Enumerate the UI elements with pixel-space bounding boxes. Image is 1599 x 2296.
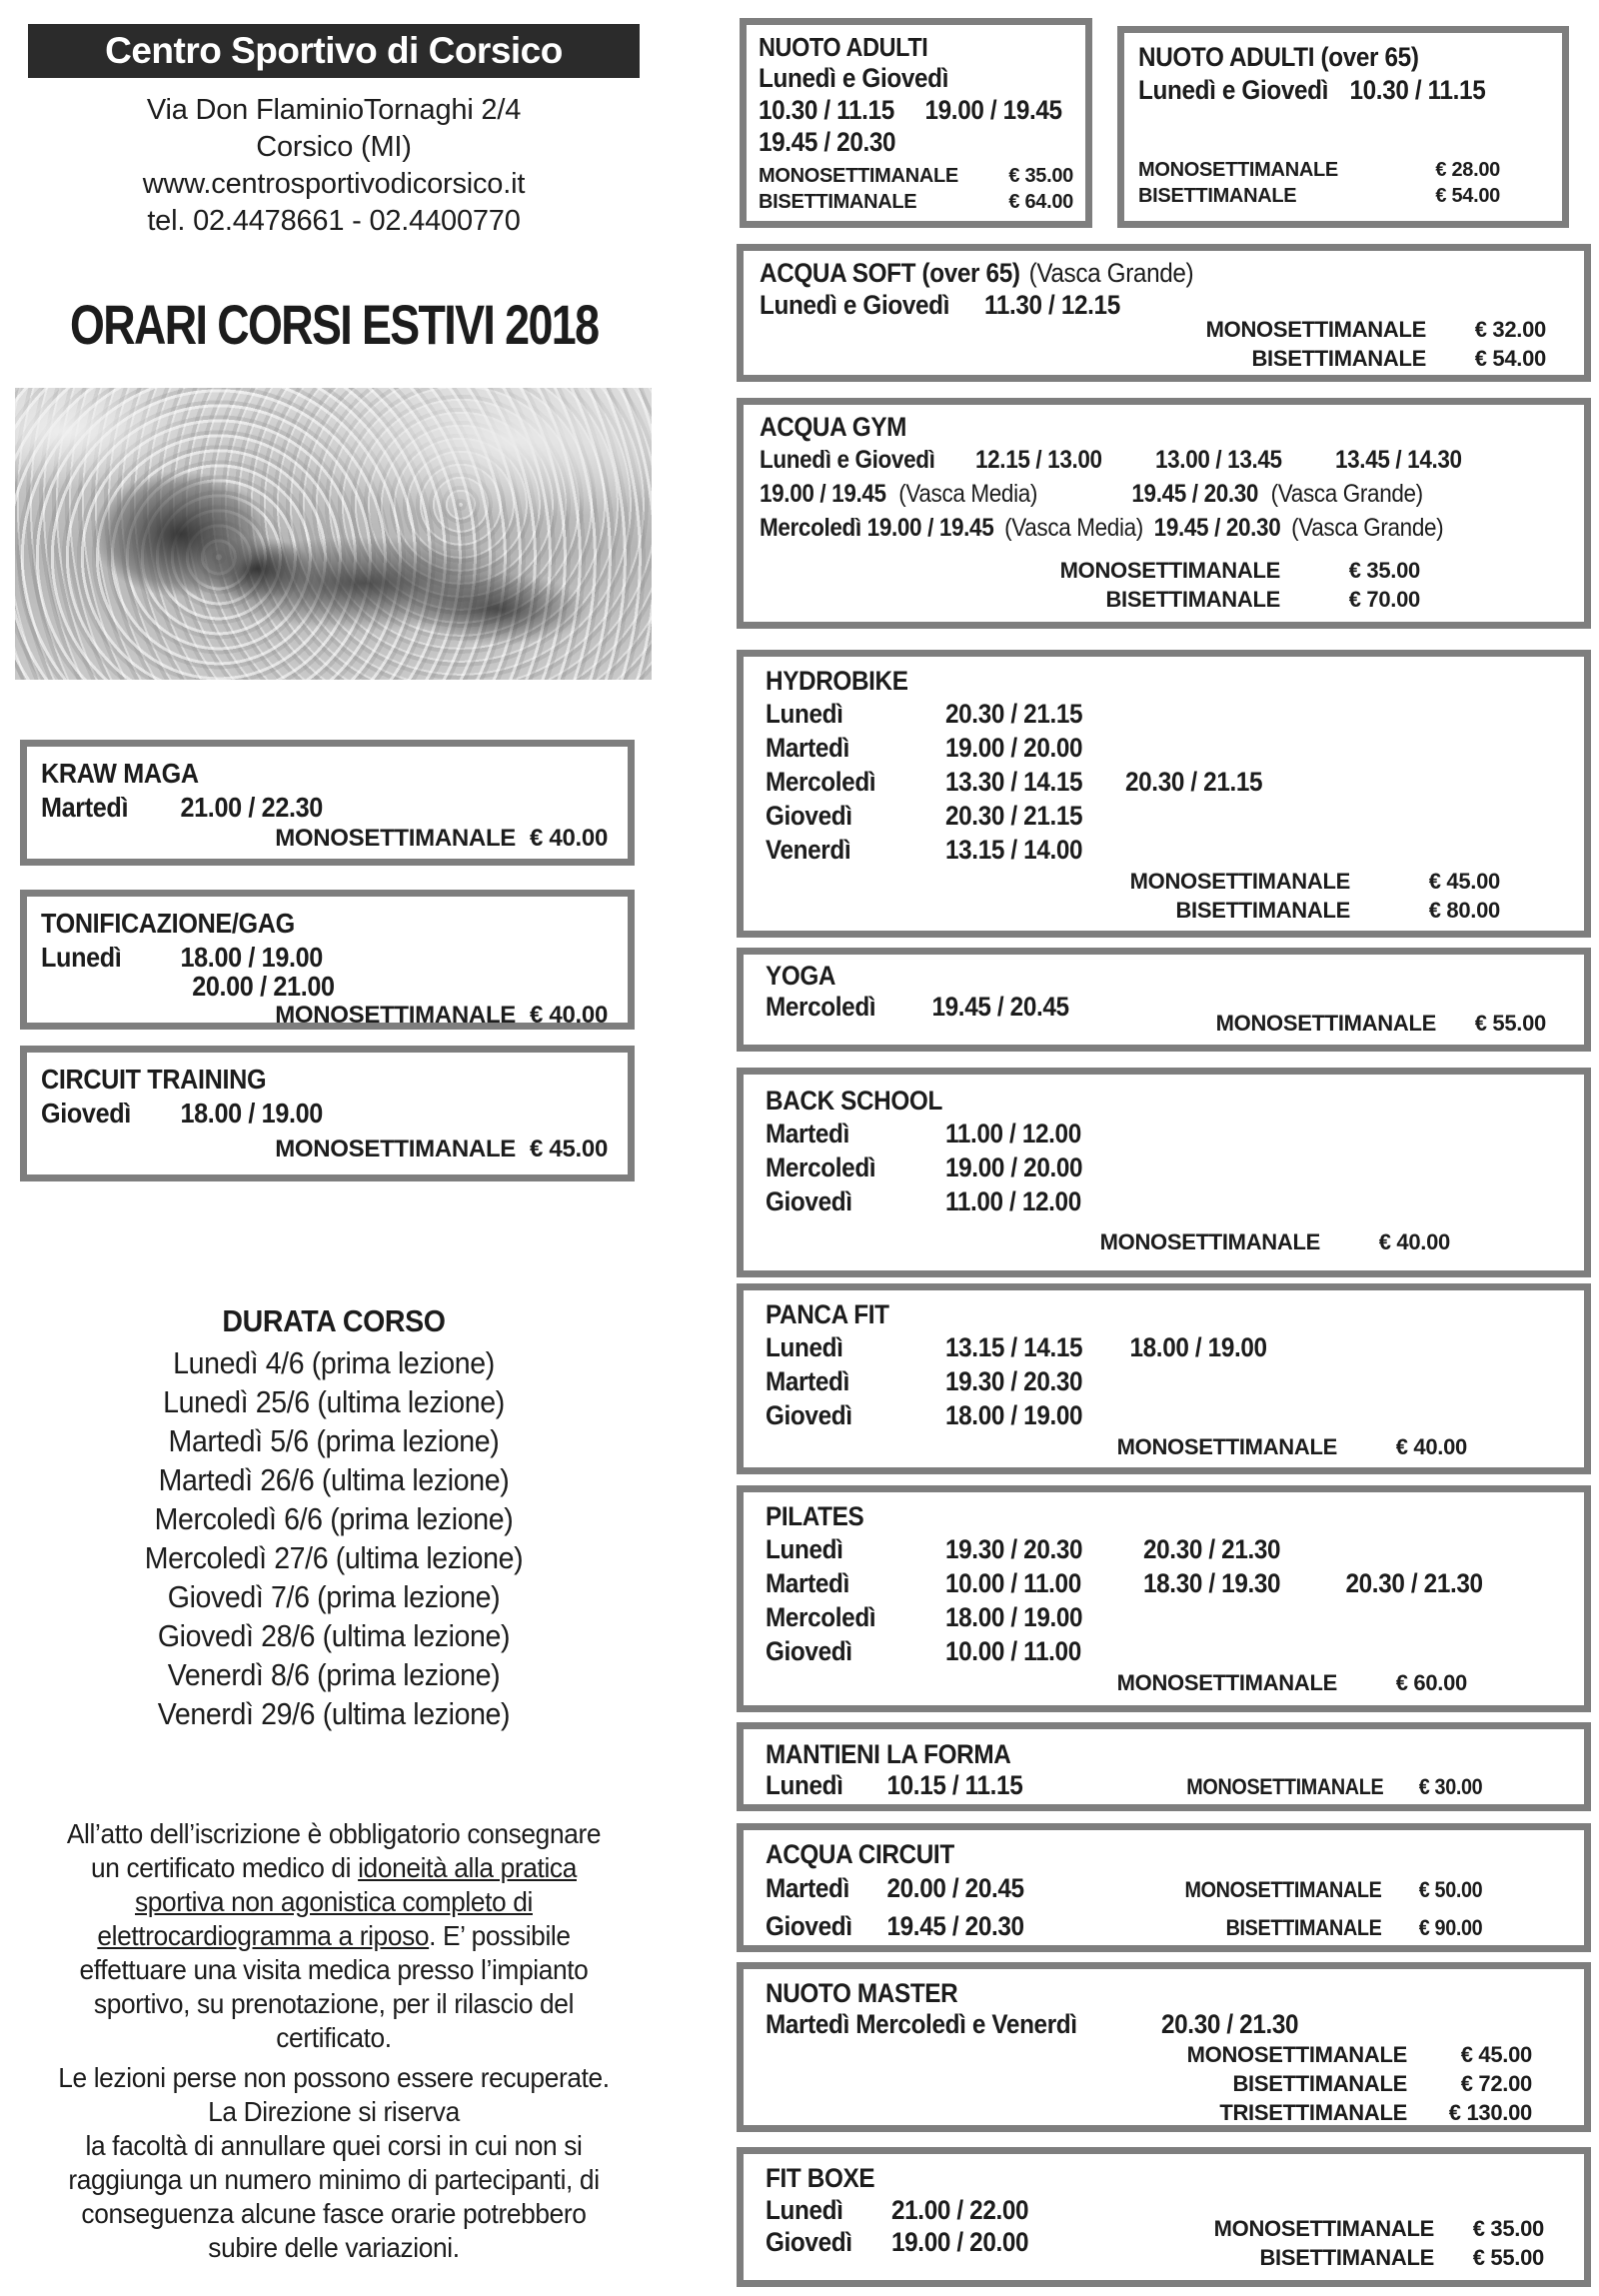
time-value: 19.30 / 20.30 [945,1534,1083,1564]
price-value: € 30.00 [1418,1774,1483,1799]
website-text: www.centrosportivodicorsico.it [142,168,526,200]
price-value: € 72.00 [1460,2071,1532,2096]
course-title: YOGA [766,961,836,991]
course-box-tonificazione-gag [20,890,635,1030]
price-row [1064,2214,1544,2243]
day-label: Martedì [766,1568,849,1598]
time-value: 12.15 / 13.00 [975,446,1102,474]
time-value: 20.30 / 21.15 [945,699,1083,729]
course-box-back-school [737,1068,1591,1277]
price-row [766,867,1562,896]
course-box-kraw-maga [20,740,635,866]
day-label: Giovedì [766,1186,852,1216]
time-value: 11.00 / 12.00 [945,1186,1081,1216]
course-title: CIRCUIT TRAINING [41,1064,267,1095]
price-label: MONOSETTIMANALE [275,1002,517,1029]
schedule-row [766,1870,1482,1908]
time-value: 18.30 / 19.30 [1143,1568,1281,1598]
course-box-pilates [737,1485,1591,1712]
page-title-wrap [0,292,668,357]
time-value: 18.00 / 19.00 [180,1098,323,1129]
schedule-row [766,731,1482,765]
course-title: HYDROBIKE [766,666,908,696]
price-value: € 40.00 [530,825,608,852]
price-block [1064,2214,1544,2272]
course-title: NUOTO ADULTI (over 65) [1138,42,1419,72]
price-value: € 45.00 [1428,869,1500,894]
time-value: 10.30 / 11.15 [759,95,894,125]
day-label: Lunedì [766,1534,843,1564]
day-label: Giovedì [766,2227,852,2257]
price-row [760,556,1568,585]
price-value: € 35.00 [1008,165,1073,187]
duration-item: Mercoledì 6/6 (prima lezione) [154,1501,514,1536]
price-value: € 32.00 [1474,317,1546,342]
day-label: Lunedì e Giovedì [760,290,950,320]
time-value: 21.00 / 22.30 [180,792,323,823]
day-time-value: Mercoledì 19.00 / 19.45 [760,514,994,542]
price-value: € 35.00 [1348,558,1420,583]
price-row [41,1001,614,1030]
price-label: MONOSETTIMANALE [275,1136,517,1162]
course-title: TONIFICAZIONE/GAG [41,908,295,939]
day-label: Lunedì e Giovedì [759,63,949,93]
price-label: MONOSETTIMANALE [1186,2042,1407,2067]
time-value: 21.00 / 22.00 [891,2195,1029,2225]
price-row [766,2040,1562,2069]
schedule-row [766,1600,1482,1634]
pool-note: (Vasca Grande) [1291,514,1444,542]
time-value: 10.30 / 11.15 [1349,75,1486,105]
schedule-row [760,511,1487,545]
day-label: Lunedì [766,699,843,729]
address-line-2: Corsico (MI) [256,131,412,163]
swimmer-photo [15,388,652,680]
schedule-row [41,791,557,824]
schedule-row [41,1097,557,1130]
time-value: 19.00 / 20.00 [891,2227,1029,2257]
price-label: MONOSETTIMANALE [1129,869,1350,894]
course-box-yoga [737,948,1591,1052]
schedule-row [766,1364,1482,1398]
price-row [766,2069,1562,2098]
time-value: 20.30 / 21.15 [1125,767,1263,797]
price-row [1138,157,1548,183]
time-value: 10.00 / 11.00 [945,1568,1081,1598]
price-label: BISETTIMANALE [1251,346,1426,371]
price-value: € 54.00 [1474,346,1546,371]
medical-certificate-note: All’atto dell’iscrizione è obbligatorio consegnare un certificato medico di idoneità alla pratica sportiva non agonistica completo di elettrocardiogramma a riposo. E’ possibile effettuare una visita medica presso l’impianto sportivo, su prenotazione, per il rilascio del certificato. [66,1818,602,2053]
time-value: 10.00 / 11.00 [945,1636,1081,1666]
lessons-policy-note: Le lezioni perse non possono essere recuperate. La Direzione si riserva la facoltà di annullare quei corsi in cui non si raggiunga un numero minimo di partecipanti, di conseguenza alcune fasce orarie potrebbero subire delle variazioni. [58,2062,610,2263]
pool-note: (Vasca Media) [1004,514,1143,542]
price-label: MONOSETTIMANALE [1138,159,1338,181]
day-label: Venerdì [766,835,851,865]
course-title: NUOTO MASTER [766,1978,958,2008]
price-row [766,896,1562,925]
time-value: 19.00 / 19.45 [924,95,1062,125]
price-label: MONOSETTIMANALE [1184,1877,1382,1902]
price-row [760,585,1568,614]
price-label: BISETTIMANALE [1138,185,1297,207]
duration-item: Venerdì 29/6 (ultima lezione) [157,1696,511,1731]
time-value: 19.00 / 19.45 [760,480,886,508]
course-title: ACQUA GYM [760,412,907,442]
duration-item: Venerdì 8/6 (prima lezione) [167,1657,501,1692]
price-value: € 55.00 [1472,2245,1544,2270]
time-value: 19.45 / 20.45 [931,992,1069,1022]
time-value: 19.30 / 20.30 [945,1366,1083,1396]
pool-note: (Vasca Grande) [1270,480,1423,508]
course-title: NUOTO ADULTI [759,32,928,62]
price-value: € 45.00 [530,1136,608,1162]
time-value: 13.15 / 14.00 [945,835,1083,865]
price-row [759,189,1073,215]
day-label: Mercoledì [766,992,876,1022]
schedule-row [766,992,1482,1023]
price-label: BISETTIMANALE [1259,2245,1434,2270]
course-title: BACK SCHOOL [766,1086,942,1116]
duration-item: Martedì 5/6 (prima lezione) [168,1423,500,1458]
schedule-row [759,94,1062,126]
time-value: 20.30 / 21.15 [945,801,1083,831]
day-label: Martedì [41,792,129,823]
price-label: MONOSETTIMANALE [275,825,517,852]
schedule-row [766,799,1482,833]
time-value: 13.30 / 14.15 [945,767,1083,797]
course-title: ACQUA SOFT (over 65) (Vasca Grande) [760,258,1194,288]
time-value: 11.30 / 12.15 [984,290,1120,320]
day-label: Giovedì [41,1098,131,1129]
address-block [0,92,668,240]
brand-title: Centro Sportivo di Corsico [105,30,563,71]
price-label: MONOSETTIMANALE [1213,2216,1434,2241]
schedule-row [766,1908,1482,1946]
day-label: Martedì [766,733,849,763]
course-title: KRAW MAGA [41,758,199,789]
course-title-note: (Vasca Grande) [1028,258,1194,288]
schedule-row [759,63,1042,94]
time-value: 19.45 / 20.30 [1131,480,1259,508]
course-box-acqua-gym [737,398,1591,629]
time-value: 13.15 / 14.15 [945,1332,1083,1362]
schedule-row [759,126,1042,158]
course-box-circuit-training [20,1046,635,1181]
course-title: MANTIENI LA FORMA [766,1739,1011,1769]
day-label: Lunedì [766,2195,843,2225]
time-value: 19.00 / 20.00 [945,733,1083,763]
price-row [41,1135,614,1164]
duration-item: Martedì 26/6 (ultima lezione) [158,1462,510,1497]
schedule-row [41,970,557,1003]
day-label: Lunedì e Giovedì [1138,75,1329,105]
day-label: Lunedì [41,942,122,973]
price-value: € 50.00 [1418,1877,1483,1902]
schedule-row [766,1532,1482,1566]
brand-header-bar [28,24,640,78]
schedule-row [766,697,1482,731]
schedule-row [766,1398,1482,1432]
course-box-nuoto-adulti-over-65 [1117,26,1569,228]
day-label: Lunedì e Giovedì [760,446,935,474]
price-value: € 80.00 [1428,898,1500,923]
price-row [1138,183,1548,209]
price-label: BISETTIMANALE [1175,898,1350,923]
price-row [759,163,1073,189]
duration-item: Lunedì 25/6 (ultima lezione) [163,1384,505,1419]
price-label: MONOSETTIMANALE [1215,1011,1436,1036]
duration-item: Giovedì 28/6 (ultima lezione) [157,1618,511,1653]
price-row [766,1668,1562,1697]
price-label: TRISETTIMANALE [1219,2100,1407,2125]
schedule-row [766,833,1482,867]
time-value: 18.00 / 19.00 [1129,1332,1267,1362]
price-row [1064,2243,1544,2272]
day-label: Mercoledì [766,1152,876,1182]
price-value: € 64.00 [1008,191,1073,213]
price-value: € 40.00 [530,1002,608,1029]
course-box-acqua-circuit [737,1823,1591,1952]
time-value: 13.00 / 13.45 [1155,446,1282,474]
time-value: 19.45 / 20.30 [759,127,896,157]
price-row [766,2098,1562,2127]
price-value: € 130.00 [1448,2100,1532,2125]
course-title: PANCA FIT [766,1299,889,1329]
course-title: PILATES [766,1501,864,1531]
schedule-row [760,289,1487,321]
price-label: MONOSETTIMANALE [759,165,958,187]
schedule-row [766,1634,1482,1668]
time-value: 18.00 / 19.00 [945,1400,1083,1430]
duration-heading: DURATA CORSO [222,1303,446,1338]
price-value: € 28.00 [1435,159,1500,181]
duration-item: Giovedì 7/6 (prima lezione) [167,1579,501,1614]
price-label: MONOSETTIMANALE [1099,1229,1320,1254]
day-label: Giovedì [766,1400,852,1430]
time-value: 19.45 / 20.30 [1153,514,1281,542]
duration-item: Mercoledì 27/6 (ultima lezione) [144,1540,524,1575]
price-row [760,344,1568,373]
price-label: MONOSETTIMANALE [1059,558,1280,583]
course-box-nuoto-adulti [740,18,1092,228]
schedule-row [760,443,1487,477]
price-value: € 40.00 [1395,1434,1467,1459]
price-label: MONOSETTIMANALE [1116,1434,1337,1459]
price-value: € 90.00 [1418,1915,1483,1940]
duration-item: Lunedì 4/6 (prima lezione) [173,1345,495,1380]
price-value: € 60.00 [1395,1670,1467,1695]
price-value: € 55.00 [1474,1011,1546,1036]
course-title: FIT BOXE [766,2163,875,2193]
page-title: ORARI CORSI ESTIVI 2018 [69,293,599,356]
time-value: 18.00 / 19.00 [945,1602,1083,1632]
price-value: € 45.00 [1460,2042,1532,2067]
price-label: BISETTIMANALE [759,191,917,213]
address-line-1: Via Don FlaminioTornaghi 2/4 [146,94,522,126]
price-row [41,824,614,854]
day-label: Lunedì [766,1770,843,1800]
schedule-row [766,1117,1482,1150]
time-value: 20.30 / 21.30 [1143,1534,1281,1564]
time-value: 19.45 / 20.30 [886,1911,1024,1941]
day-label: Martedì Mercoledì e Venerdì [766,2009,1077,2039]
price-row [766,1432,1562,1461]
price-value: € 35.00 [1472,2216,1544,2241]
time-value: 13.45 / 14.30 [1335,446,1462,474]
pool-note: (Vasca Media) [898,480,1038,508]
schedule-row [766,1330,1482,1364]
course-title: ACQUA CIRCUIT [766,1839,954,1869]
day-label: Martedì [766,1366,849,1396]
schedule-row [766,1150,1482,1184]
time-value: 19.00 / 20.00 [945,1152,1083,1182]
schedule-row [766,1184,1482,1218]
price-label: MONOSETTIMANALE [1205,317,1426,342]
price-value: € 54.00 [1435,185,1500,207]
schedule-row [760,477,1487,511]
price-value: € 70.00 [1348,587,1420,612]
day-label: Mercoledì [766,1602,876,1632]
time-value: 20.30 / 21.30 [1161,2009,1299,2039]
phone-text: tel. 02.4478661 - 02.4400770 [147,205,521,237]
day-label: Giovedì [766,1911,852,1941]
schedule-row [1138,73,1507,107]
course-box-acqua-soft [737,244,1591,382]
price-row [766,1227,1562,1256]
day-label: Martedì [766,1873,849,1903]
schedule-row [766,1566,1482,1600]
schedule-row [766,2009,1482,2040]
course-box-hydrobike [737,650,1591,938]
day-label: Giovedì [766,801,852,831]
time-value: 20.30 / 21.30 [1345,1568,1483,1598]
course-box-fit-boxe [737,2147,1591,2287]
time-value: 10.15 / 11.15 [886,1770,1023,1800]
schedule-row [766,765,1482,799]
schedule-row [766,1770,1482,1802]
price-label: MONOSETTIMANALE [1186,1774,1384,1799]
course-box-panca-fit [737,1283,1591,1474]
time-value: 18.00 / 19.00 [180,942,323,973]
time-value: 20.00 / 20.45 [886,1873,1024,1903]
day-label: Mercoledì [766,767,876,797]
day-label: Giovedì [766,1636,852,1666]
price-label: MONOSETTIMANALE [1116,1670,1337,1695]
price-label: BISETTIMANALE [1225,1915,1382,1940]
price-label: BISETTIMANALE [1232,2071,1407,2096]
price-value: € 40.00 [1378,1229,1450,1254]
course-duration-block [27,1299,642,1733]
course-box-mantieni-la-forma [737,1722,1591,1811]
course-box-nuoto-master [737,1962,1591,2132]
day-label: Lunedì [766,1332,843,1362]
time-value: 11.00 / 12.00 [945,1119,1081,1148]
day-label: Martedì [766,1119,849,1148]
price-label: BISETTIMANALE [1105,587,1280,612]
time-value: 20.00 / 21.00 [192,971,335,1002]
